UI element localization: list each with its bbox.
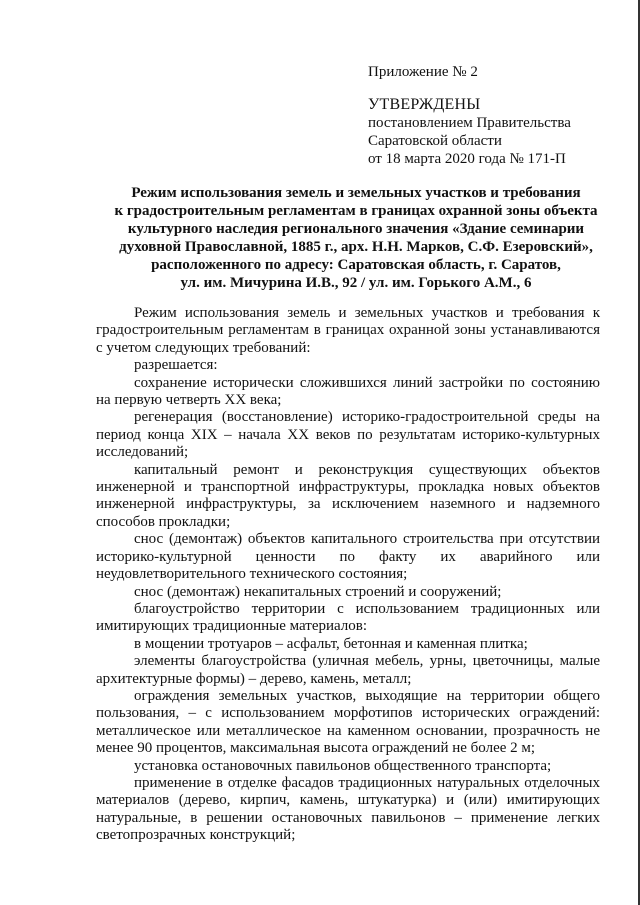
appendix-number: Приложение № 2 [368, 64, 478, 80]
body-paragraph: разрешается: [134, 357, 218, 374]
approval-heading: УТВЕРЖДЕНЫ [368, 96, 481, 113]
title-line: культурного наследия регионального значения «Здание семинарии [127, 221, 585, 237]
body-paragraph: благоустройство территории с использованием традиционных или имитирующих традиционные материалов: [96, 600, 600, 635]
approval-block [368, 96, 571, 168]
body-paragraph: снос (демонтаж) некапитальных строений и сооружений; [134, 583, 502, 600]
body-paragraph: Режим использования земель и земельных участков и требования к градостроительным регламентам в границах охранной зоны устанавливаются с учетом следующих требований: [96, 305, 600, 356]
approval-line: от 18 марта 2020 года № 171-П [368, 151, 566, 167]
body-paragraph: ограждения земельных участков, выходящие на территории общего пользования, – с использованием морфотипов исторических ограждений: металлическое или металлическое на каменном основании, прозрачность не менее 90 процентов, максимальная высота ограждений не более 2 м; [96, 687, 600, 757]
title-line: расположенного по адресу: Саратовская область, г. Саратов, [151, 257, 561, 273]
title-line: ул. им. Мичурина И.В., 92 / ул. им. Горького А.М., 6 [180, 275, 532, 291]
body-paragraph: применение в отделке фасадов традиционных натуральных отделочных материалов (дерево, кирпич, камень, штукатурка) и (или) имитирующих натуральные, в решении остановочных павильонов – применение легких светопрозрачных конструкций; [96, 774, 600, 844]
approval-line: Саратовской области [368, 133, 502, 149]
document-title [96, 184, 616, 292]
body-paragraph: сохранение исторически сложившихся линий застройки по состоянию на первую четверть XX века; [96, 374, 600, 409]
body-paragraph: в мощении тротуаров – асфальт, бетонная и каменная плитка; [134, 635, 528, 652]
approval-line: постановлением Правительства [368, 115, 571, 131]
title-line: к градостроительным регламентам в границах охранной зоны объекта [114, 203, 598, 219]
document-body [96, 305, 600, 845]
body-paragraph: капитальный ремонт и реконструкция существующих объектов инженерной и транспортной инфраструктуры, прокладка новых объектов инженерной инфраструктуры, за исключением наземного и надземного способов прокладки; [96, 461, 600, 530]
body-paragraph: элементы благоустройства (уличная мебель, урны, цветочницы, малые архитектурные формы) – дерево, камень, металл; [96, 653, 600, 687]
body-paragraph: снос (демонтаж) объектов капитального строительства при отсутствии историко-культурной ценности по факту их аварийного или неудовлетворительного технического состояния; [96, 531, 600, 583]
body-paragraph: установка остановочных павильонов общественного транспорта; [134, 757, 552, 774]
title-line: духовной Православной, 1885 г., арх. Н.Н. Марков, С.Ф. Езеровский», [119, 239, 593, 255]
body-paragraph: регенерация (восстановление) историко-градостроительной среды на период конца XIX – начала XX веков по результатам историко-культурных исследований; [96, 409, 600, 461]
title-line: Режим использования земель и земельных участков и требования [131, 185, 581, 201]
